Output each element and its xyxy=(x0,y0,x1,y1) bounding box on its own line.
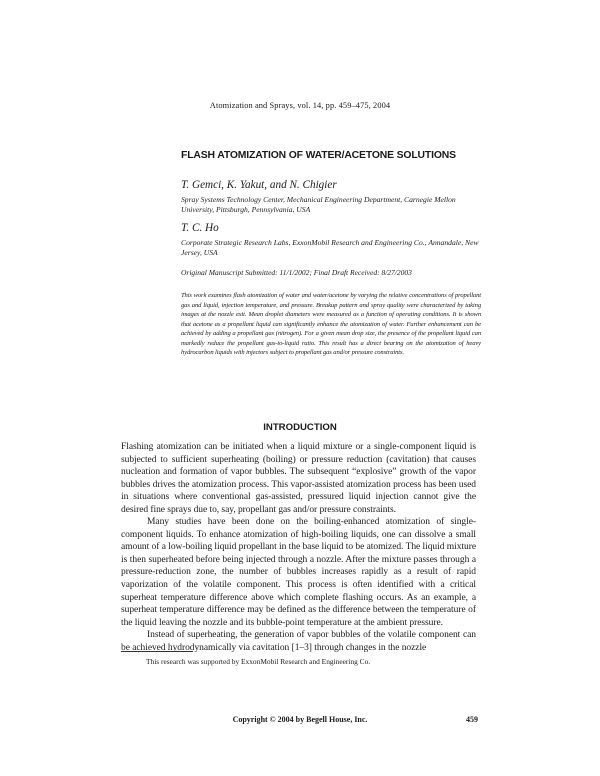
footnote-rule xyxy=(121,651,193,652)
paragraph: Flashing atomization can be initiated when a liquid mixture or a single-component liquid is subjected to sufficient superheating (boiling) or pressure reduction (cavitation) that causes nucleation and formation of vapor bubbles. The subsequent “explosive” growth of the vapor bubbles drives the atomization process. This vapor-assisted atomization process has been used in situations where conventional gas-assisted, pressured liquid injection cannot give the desired fine sprays due to, say, propellant gas and/or pressure constraints. xyxy=(121,442,476,515)
page-number: 459 xyxy=(466,715,478,724)
footnote: This research was supported by ExxonMobil Research and Engineering Co. xyxy=(146,657,371,666)
paragraph: Many studies have been done on the boiling-enhanced atomization of single-component liquids. To enhance atomization of high-boiling liquids, one can dissolve a small amount of a low-boiling liquid propellant in the base liquid to be atomized. The liquid mixture is then superheated before being injected through a nozzle. After the mixture passes through a pressure-reduction zone, the number of bubbles increases rapidly as a result of rapid vaporization of the volatile component. This process is often identified with a critical superheat temperature difference above which complete flashing occurs. As an example, a superheat temperature difference may be defined as the difference between the temperature of the liquid leaving the nozzle and its bubble-point temperature at the ambient pressure. xyxy=(121,517,476,628)
article-title: FLASH ATOMIZATION OF WATER/ACETONE SOLUTIONS xyxy=(181,150,456,161)
abstract: This work examines flash atomization of water and water/acetone by varying the relative concentrations of propellant gas and liquid, injection temperature, and pressure. Breakup pattern and spray quality were characterized by taking images at the nozzle exit. Mean droplet diameters were measured as a function of operating conditions. It is shown that acetone as a propellant liquid can significantly enhance the atomization of water. Further enhancement can be achieved by adding a propellant gas (nitrogen). For a given mean drop size, the presence of the propellant liquid can markedly reduce the propellant gas-to-liquid ratio. This result has a direct bearing on the atomization of heavy hydrocarbon liquids with injectors subject to propellant gas and/or pressure constraints. xyxy=(181,292,481,357)
authors-group-2: T. C. Ho xyxy=(181,222,219,234)
copyright-line: Copyright © 2004 by Begell House, Inc. xyxy=(232,715,368,724)
authors-group-1: T. Gemci, K. Yakut, and N. Chigier xyxy=(181,179,337,191)
running-header: Atomization and Sprays, vol. 14, pp. 459–475, 2004 xyxy=(209,101,391,110)
affiliation-2: Corporate Strategic Research Labs, ExxonMobil Research and Engineering Co., Annandale, New Jersey, USA xyxy=(181,238,479,258)
manuscript-dates: Original Manuscript Submitted: 11/1/2002; Final Draft Received: 8/27/2003 xyxy=(181,268,412,277)
paragraph: Instead of superheating, the generation of vapor bubbles of the volatile component can be achieved hydrodynamically via cavitation [1–3] through changes in the nozzle xyxy=(121,630,476,653)
body-text xyxy=(121,441,476,654)
affiliation-1: Spray Systems Technology Center, Mechanical Engineering Department, Carnegie Mellon University, Pittsburgh, Pennsylvania, USA xyxy=(181,195,456,215)
section-heading: INTRODUCTION xyxy=(263,422,337,433)
